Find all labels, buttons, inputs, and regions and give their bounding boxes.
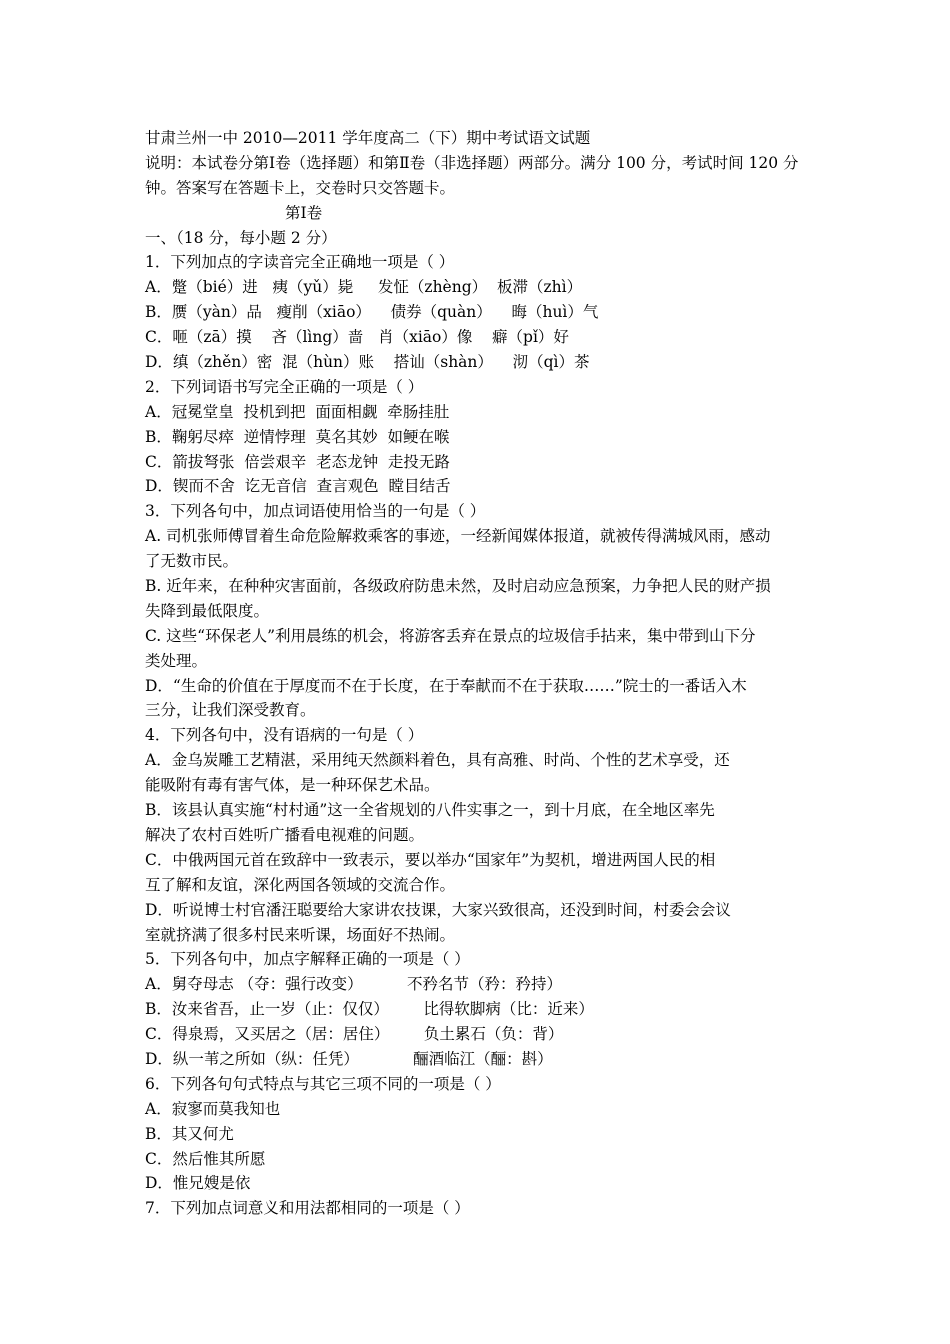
- option-line: B．汝来省吾，止一岁（止：仅仅） 比得软脚病（比：近来）: [145, 1000, 594, 1019]
- option-line: A．寂寥而莫我知也: [145, 1099, 281, 1118]
- section-heading: 第Ⅰ卷: [285, 203, 323, 222]
- option-line: D．锲而不舍 讫无音信 查言观色 瞠目结舌: [145, 477, 451, 496]
- option-line: 失降到最低限度。: [145, 601, 270, 620]
- option-line: A．蹩（bié）进 痍（yǔ）毙 发怔（zhèng） 板滞（zhì）: [145, 278, 583, 297]
- option-line: A. 司机张师傅冒着生命危险解救乘客的事迹，一经新闻媒体报道，就被传得满城风雨，感动: [145, 527, 771, 546]
- question-5: 5．下列各句中，加点字解释正确的一项是（ ）: [145, 950, 470, 969]
- document-body: [145, 126, 810, 1221]
- option-line: D．缜（zhěn）密 混（hùn）账 搭讪（shàn） 沏（qì）茶: [145, 353, 590, 372]
- question-3: 3．下列各句中，加点词语使用恰当的一句是（ ）: [145, 502, 486, 521]
- option-line: C．得泉焉，又买居之（居：居住） 负土累石（负：背）: [145, 1025, 564, 1044]
- option-line: B．鞠躬尽瘁 逆情悖理 莫名其妙 如鲠在喉: [145, 427, 450, 446]
- option-line: 类处理。: [145, 651, 208, 670]
- option-line: 三分，让我们深受教育。: [145, 701, 316, 720]
- option-line: C．箭拔弩张 倍尝艰辛 老态龙钟 走投无路: [145, 452, 450, 471]
- option-line: B．该县认真实施“村村通”这一全省规划的八件实事之一，到十月底，在全地区率先: [145, 801, 715, 820]
- option-line: D．“生命的价值在于厚度而不在于长度，在于奉献而不在于获取……”院士的一番话入木: [145, 676, 747, 695]
- question-2: 2．下列词语书写完全正确的一项是（ ）: [145, 377, 424, 396]
- option-line: 互了解和友谊，深化两国各领域的交流合作。: [145, 875, 456, 894]
- option-line: C. 这些“环保老人”利用晨练的机会，将游客丢弃在景点的垃圾信手拈来，集中带到山下分: [145, 626, 756, 645]
- option-line: D．听说博士村官潘汪聪要给大家讲农技课，大家兴致很高，还没到时间，村委会会议: [145, 900, 731, 919]
- question-1: 1．下列加点的字读音完全正确地一项是（ ）: [145, 253, 455, 272]
- option-line: C．咂（zā）摸 吝（lìng）啬 肖（xiāo）像 癖（pǐ）好: [145, 328, 569, 347]
- option-line: A．舅夺母志 （夺：强行改变） 不矜名节（矜：矜持）: [145, 975, 562, 994]
- option-line: D．惟兄嫂是依: [145, 1174, 251, 1193]
- option-line: B. 近年来，在种种灾害面前，各级政府防患未然，及时启动应急预案，力争把人民的财产损: [145, 577, 771, 596]
- instructions-line: 说明：本试卷分第Ⅰ卷（选择题）和第Ⅱ卷（非选择题）两部分。满分 100 分，考试时间 120 分: [145, 153, 799, 172]
- instructions-line: 钟。答案写在答题卡上，交卷时只交答题卡。: [145, 178, 456, 197]
- option-line: C．中俄两国元首在致辞中一致表示，要以举办“国家年”为契机，增进两国人民的相: [145, 850, 716, 869]
- question-7: 7．下列加点词意义和用法都相同的一项是（ ）: [145, 1199, 470, 1218]
- option-line: A．金乌炭雕工艺精湛，采用纯天然颜料着色，具有高雅、时尚、个性的艺术享受，还: [145, 751, 730, 770]
- part-heading: 一、（18 分，每小题 2 分）: [145, 228, 337, 247]
- option-line: 能吸附有毒有害气体，是一种环保艺术品。: [145, 776, 440, 795]
- option-line: 室就挤满了很多村民来听课，场面好不热闹。: [145, 925, 456, 944]
- document-title: 甘肃兰州一中 2010—2011 学年度高二（下）期中考试语文试题: [145, 129, 591, 147]
- option-line: B．赝（yàn）品 瘦削（xiāo） 债券（quàn） 晦（huì）气: [145, 303, 599, 322]
- option-line: C．然后惟其所愿: [145, 1149, 266, 1168]
- question-6: 6．下列各句句式特点与其它三项不同的一项是（ ）: [145, 1074, 501, 1093]
- option-line: 了无数市民。: [145, 552, 239, 571]
- option-line: B．其又何尤: [145, 1124, 234, 1143]
- question-4: 4．下列各句中，没有语病的一句是（ ）: [145, 726, 424, 745]
- option-line: D．纵一苇之所如（纵：任凭） 酾酒临江（酾：斟）: [145, 1049, 553, 1068]
- option-line: 解决了农村百姓听广播看电视难的问题。: [145, 825, 425, 844]
- option-line: A．冠冕堂皇 投机到把 面面相觑 牵肠挂肚: [145, 402, 450, 421]
